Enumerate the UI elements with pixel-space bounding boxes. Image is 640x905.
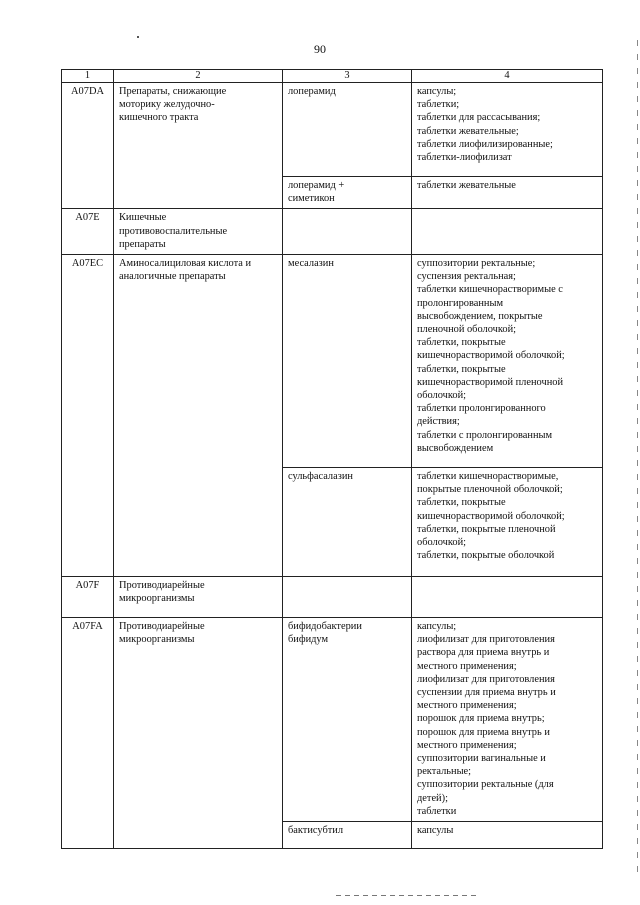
dosage-forms-cell: таблетки жевательные bbox=[412, 177, 603, 209]
drug-name-cell: лоперамид bbox=[283, 83, 412, 177]
drug-name-cell: сульфасалазин bbox=[283, 468, 412, 577]
dosage-forms-cell: таблетки кишечнорастворимые, покрытые пленочной оболочкой; таблетки, покрытые кишечнорастворимой оболочкой; таблетки, покрытые пленочной оболочкой; таблетки, покрытые оболочкой bbox=[412, 468, 603, 577]
drug-name-cell: бактисубтил bbox=[283, 822, 412, 849]
page-number: 90 bbox=[314, 42, 326, 56]
drug-classification-table bbox=[61, 69, 603, 849]
table-row bbox=[62, 209, 603, 255]
atc-group-cell: Противодиарейные микроорганизмы bbox=[114, 618, 283, 849]
drug-name-cell: месалазин bbox=[283, 255, 412, 468]
atc-group-cell: Аминосалициловая кислота и аналогичные препараты bbox=[114, 255, 283, 577]
atc-code-cell: A07E bbox=[62, 209, 114, 255]
table-row bbox=[62, 618, 603, 822]
dosage-forms-cell: капсулы; таблетки; таблетки для рассасывания; таблетки жевательные; таблетки лиофилизированные; таблетки-лиофилизат bbox=[412, 83, 603, 177]
dosage-forms-cell: суппозитории ректальные; суспензия ректальная; таблетки кишечнорастворимые с пролонгированным высвобождением, покрытые пленочной оболочкой; таблетки, покрытые кишечнорастворимой оболочкой; таблетки, покрытые кишечнорастворимой пленочной оболочкой; таблетки пролонгированного действия; таблетки с пролонгированным высвобождением bbox=[412, 255, 603, 468]
atc-group-cell: Препараты, снижающие моторику желудочно- кишечного тракта bbox=[114, 83, 283, 209]
header-col-1: 1 bbox=[62, 70, 114, 83]
drug-name-cell bbox=[283, 209, 412, 255]
scan-edge-line bbox=[637, 40, 638, 880]
dosage-forms-cell: капсулы bbox=[412, 822, 603, 849]
scan-speck bbox=[137, 36, 139, 38]
dosage-forms-cell bbox=[412, 209, 603, 255]
header-col-4: 4 bbox=[412, 70, 603, 83]
table-header-row bbox=[62, 70, 603, 83]
scan-bottom-mark bbox=[336, 895, 476, 896]
atc-group-cell: Кишечные противовоспалительные препараты bbox=[114, 209, 283, 255]
dosage-forms-cell: капсулы; лиофилизат для приготовления раствора для приема внутрь и местного применения; лиофилизат для приготовления суспензии для приема внутрь и местного применения; порошок для приема внутрь; порошок для приема внутрь и местного применения; суппозитории вагинальные и ректальные; суппозитории ректальные (для детей); таблетки bbox=[412, 618, 603, 822]
drug-name-cell: бифидобактерии бифидум bbox=[283, 618, 412, 822]
table-row bbox=[62, 577, 603, 618]
table-row bbox=[62, 255, 603, 468]
atc-code-cell: A07F bbox=[62, 577, 114, 618]
header-col-3: 3 bbox=[283, 70, 412, 83]
drug-name-cell: лоперамид + симетикон bbox=[283, 177, 412, 209]
table-row bbox=[62, 83, 603, 177]
dosage-forms-cell bbox=[412, 577, 603, 618]
atc-code-cell: A07FA bbox=[62, 618, 114, 849]
atc-code-cell: A07EC bbox=[62, 255, 114, 577]
drug-name-cell bbox=[283, 577, 412, 618]
atc-code-cell: A07DA bbox=[62, 83, 114, 209]
atc-group-cell: Противодиарейные микроорганизмы bbox=[114, 577, 283, 618]
header-col-2: 2 bbox=[114, 70, 283, 83]
